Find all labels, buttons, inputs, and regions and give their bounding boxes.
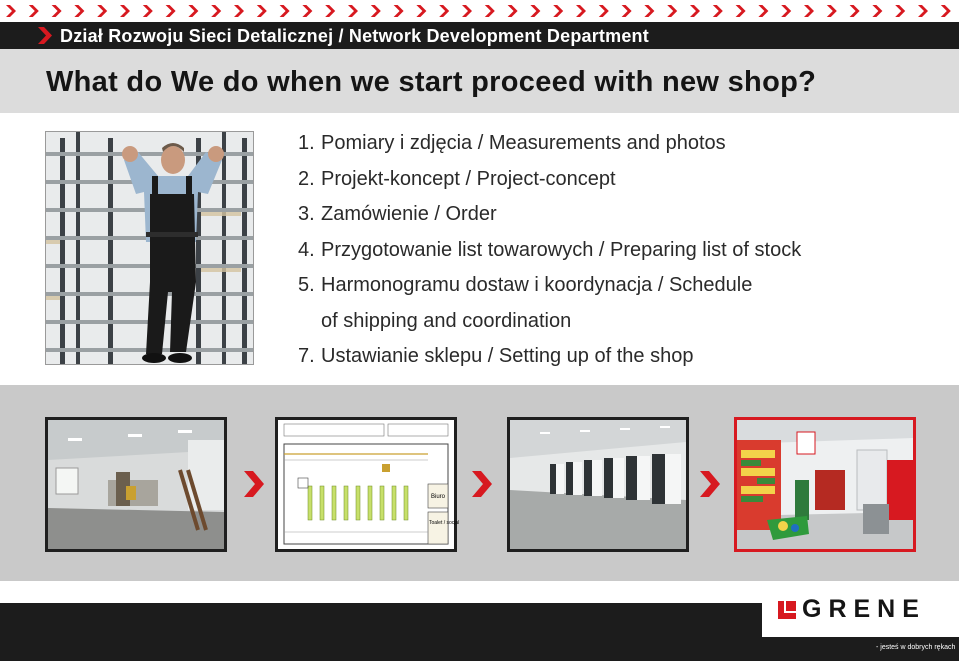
red-arrow-icon (244, 471, 264, 497)
chevron-mark (74, 5, 84, 17)
chevron-mark (325, 5, 335, 17)
chevron-mark (302, 5, 312, 17)
chevron-mark (234, 5, 244, 17)
chevron-mark (804, 5, 814, 17)
chevron-mark (188, 5, 198, 17)
chevron-mark (6, 5, 16, 17)
department-bar (0, 22, 959, 49)
chevron-mark (439, 5, 449, 17)
chevron-mark (850, 5, 860, 17)
chevron-mark (211, 5, 221, 17)
grene-logo (762, 581, 959, 637)
chevron-mark (143, 5, 153, 17)
chevron-mark (576, 5, 586, 17)
title-band (0, 49, 959, 113)
process-gallery (0, 385, 959, 581)
chevron-mark (667, 5, 677, 17)
chevron-mark (52, 5, 62, 17)
chevron-mark (371, 5, 381, 17)
chevron-mark (941, 5, 951, 17)
chevron-mark (599, 5, 609, 17)
chevron-pattern-strip (0, 0, 959, 22)
chevron-mark (394, 5, 404, 17)
chevron-mark (736, 5, 746, 17)
step-item: 7. Ustawianie sklepu / Setting up of the shop (298, 345, 694, 367)
plan-room-label: Biuro (431, 494, 446, 500)
chevron-mark (257, 5, 267, 17)
chevron-mark (827, 5, 837, 17)
chevron-mark (97, 5, 107, 17)
chevron-mark (348, 5, 358, 17)
grene-logo-mark-icon (778, 601, 796, 619)
red-arrow-icon (472, 471, 492, 497)
chevron-mark (280, 5, 290, 17)
step-item: 3. Zamówienie / Order (298, 203, 497, 225)
chevron-mark (462, 5, 472, 17)
empty-hall-photo (45, 417, 227, 552)
chevron-mark (690, 5, 700, 17)
step-item: 1. Pomiary i zdjęcia / Measurements and photos (298, 132, 726, 154)
chevron-mark (622, 5, 632, 17)
worker-photo (45, 131, 254, 365)
brand-tagline: - jesteś w dobrych rękach (876, 644, 956, 651)
chevron-mark (530, 5, 540, 17)
plan-room-label: Toalet / socjal (429, 520, 460, 526)
chevron-mark (713, 5, 723, 17)
chevron-mark (166, 5, 176, 17)
chevron-mark (508, 5, 518, 17)
chevron-mark (918, 5, 928, 17)
chevron-mark (872, 5, 882, 17)
chevron-mark (553, 5, 563, 17)
finished-shop-photo (734, 417, 916, 552)
step-item: 5. Harmonogramu dostaw i koordynacja / Schedule (298, 274, 753, 296)
page-title: What do We do when we start proceed with new shop? (46, 66, 817, 98)
floor-plan-drawing (275, 417, 460, 552)
chevron-mark (644, 5, 654, 17)
chevron-mark (758, 5, 768, 17)
red-chevron-icon (38, 27, 52, 44)
chevron-pattern-icon (0, 0, 959, 22)
department-name: Dział Rozwoju Sieci Detalicznej / Network Development Department (60, 26, 649, 46)
step-item: 2. Projekt-koncept / Project-concept (298, 167, 616, 190)
chevron-mark (781, 5, 791, 17)
step-item-continuation: of shipping and coordination (321, 309, 572, 332)
process-steps-list (298, 126, 938, 375)
chevron-mark (485, 5, 495, 17)
shelving-installed-photo (507, 417, 689, 552)
chevron-mark (895, 5, 905, 17)
step-item: 4. Przygotowanie list towarowych / Preparing list of stock (298, 238, 802, 261)
chevron-mark (416, 5, 426, 17)
chevron-mark (120, 5, 130, 17)
brand-wordmark: GRENE (802, 595, 926, 623)
chevron-mark (29, 5, 39, 17)
red-arrow-icon (700, 471, 720, 497)
